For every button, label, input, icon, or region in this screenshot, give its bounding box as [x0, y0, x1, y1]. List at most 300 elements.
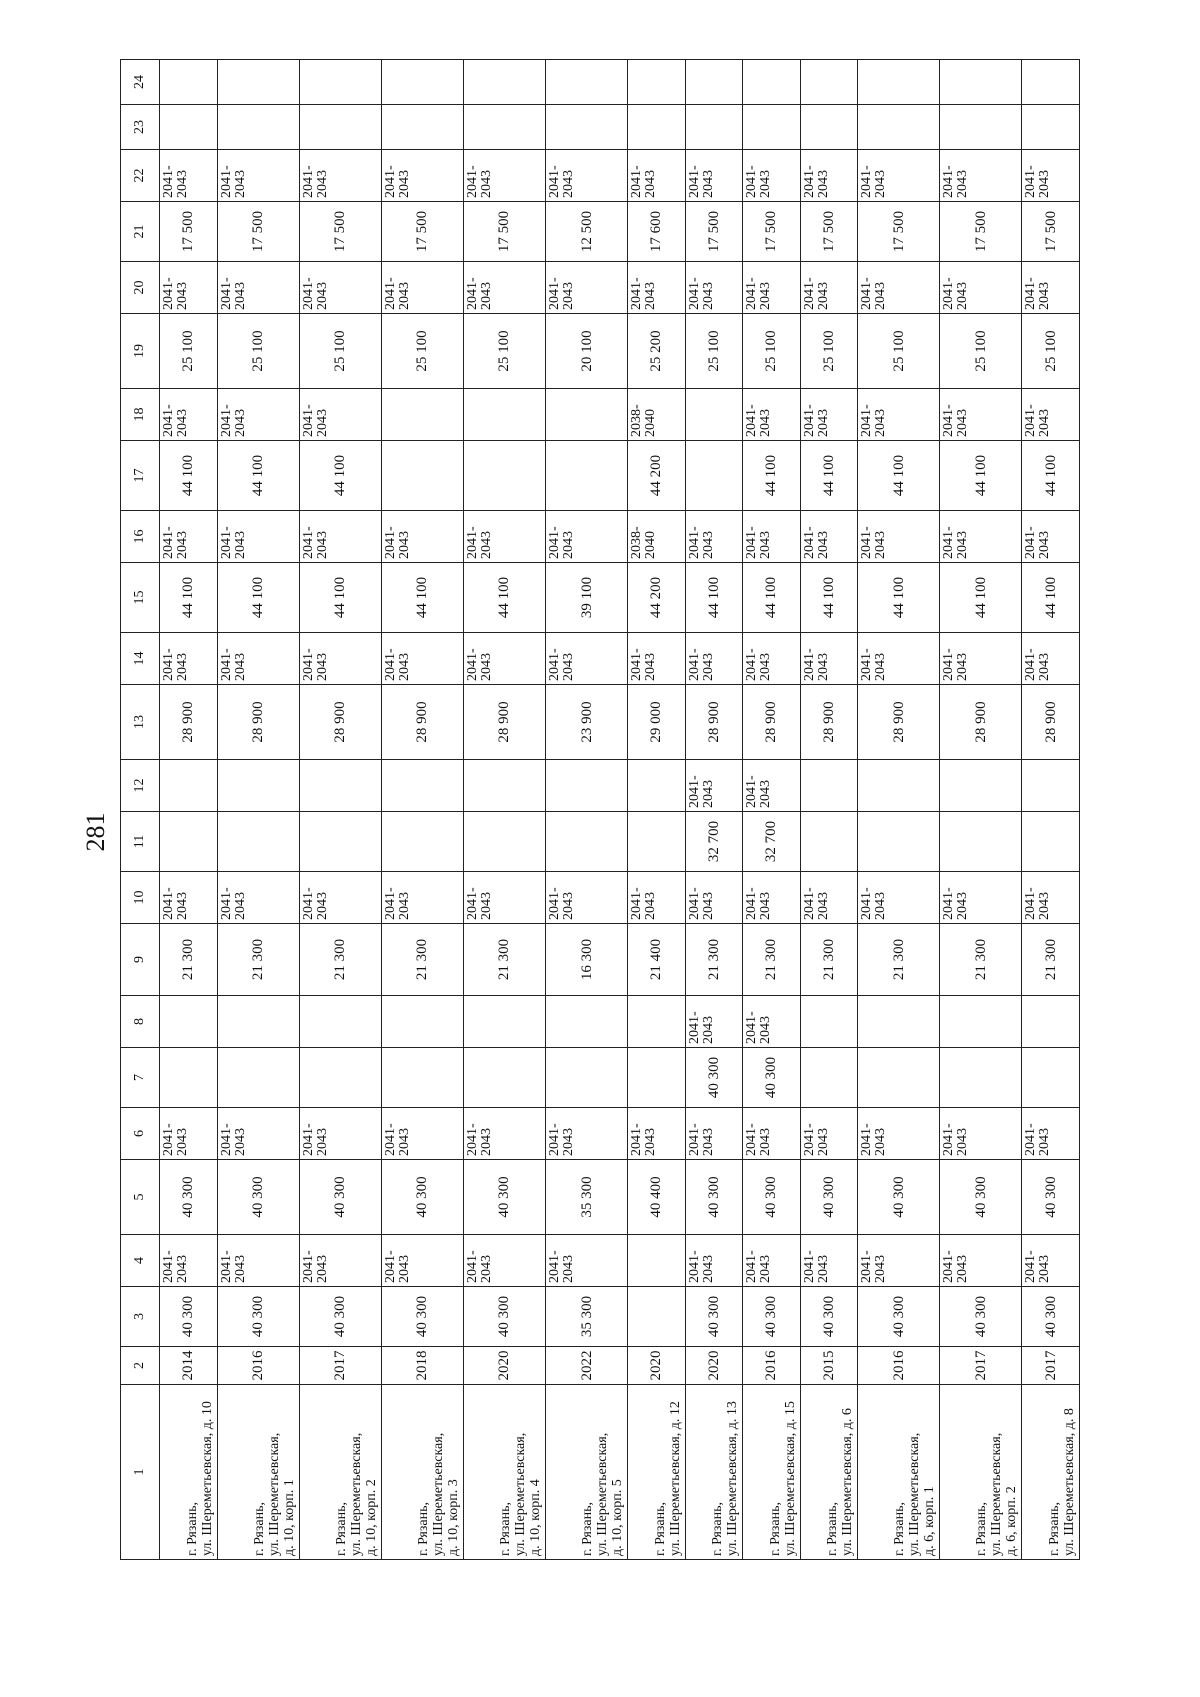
period-cell: 2041- 2043 [299, 150, 381, 202]
period-cell: 2041- 2043 [217, 150, 299, 202]
value-cell [299, 812, 381, 872]
address-cell: г. Рязань, ул. Шереметьевская, д. 10, корп. 2 [299, 1385, 381, 1560]
period-cell: 2041- 2043 [463, 150, 545, 202]
value-cell: 25 100 [381, 314, 463, 389]
value-cell: 21 300 [858, 924, 940, 996]
value-cell: 28 900 [381, 685, 463, 760]
period-cell: 2041- 2043 [1022, 1235, 1080, 1287]
value-cell: 40 300 [1022, 1287, 1080, 1347]
value-cell: 40 300 [858, 1160, 940, 1235]
period-cell: 2041- 2043 [217, 389, 299, 441]
value-cell: 44 100 [940, 441, 1022, 511]
value-cell [858, 105, 940, 150]
period-cell [940, 760, 1022, 812]
value-cell [1022, 1048, 1080, 1108]
period-cell: 2041- 2043 [940, 633, 1022, 685]
column-number-header: 14 [121, 633, 160, 685]
value-cell: 44 100 [299, 563, 381, 633]
value-cell [299, 105, 381, 150]
period-cell: 2041- 2043 [628, 150, 686, 202]
period-cell: 2041- 2043 [858, 262, 940, 314]
period-cell: 2041- 2043 [299, 633, 381, 685]
value-cell: 25 100 [463, 314, 545, 389]
period-cell: 2041- 2043 [743, 1108, 801, 1160]
value-cell: 21 300 [299, 924, 381, 996]
value-cell: 25 100 [940, 314, 1022, 389]
value-cell: 40 300 [743, 1160, 801, 1235]
period-cell: 2041- 2043 [463, 511, 545, 563]
year-cell: 2020 [685, 1347, 743, 1385]
address-cell: г. Рязань, ул. Шереметьевская, д. 6 [800, 1385, 858, 1560]
period-cell: 2041- 2043 [685, 1235, 743, 1287]
value-cell: 40 300 [743, 1048, 801, 1108]
period-cell [858, 760, 940, 812]
value-cell [160, 1048, 218, 1108]
value-cell: 44 100 [160, 563, 218, 633]
value-cell [628, 1287, 686, 1347]
period-cell: 2041- 2043 [1022, 511, 1080, 563]
period-cell: 2038- 2040 [628, 389, 686, 441]
value-cell [1022, 105, 1080, 150]
value-cell: 17 500 [299, 202, 381, 262]
year-cell: 2020 [463, 1347, 545, 1385]
period-cell: 2041- 2043 [743, 389, 801, 441]
value-cell [217, 1048, 299, 1108]
address-cell: г. Рязань, ул. Шереметьевская, д. 8 [1022, 1385, 1080, 1560]
value-cell: 20 100 [546, 314, 628, 389]
value-cell [299, 1048, 381, 1108]
period-cell: 2041- 2043 [381, 262, 463, 314]
value-cell: 21 300 [685, 924, 743, 996]
column-number-header: 20 [121, 262, 160, 314]
value-cell [381, 812, 463, 872]
period-cell: 2041- 2043 [858, 872, 940, 924]
value-cell: 25 100 [160, 314, 218, 389]
period-cell: 2041- 2043 [628, 1108, 686, 1160]
value-cell: 35 300 [546, 1160, 628, 1235]
table-body [121, 60, 1080, 1560]
period-cell: 2041- 2043 [940, 389, 1022, 441]
value-cell [1022, 812, 1080, 872]
period-cell: 2041- 2043 [800, 1235, 858, 1287]
period-cell: 2041- 2043 [381, 1108, 463, 1160]
period-cell: 2041- 2043 [160, 872, 218, 924]
value-cell: 44 100 [858, 441, 940, 511]
period-cell: 2041- 2043 [940, 262, 1022, 314]
value-cell: 21 300 [217, 924, 299, 996]
value-cell: 21 400 [628, 924, 686, 996]
period-cell: 2041- 2043 [546, 511, 628, 563]
value-cell [743, 105, 801, 150]
year-cell: 2022 [546, 1347, 628, 1385]
value-cell: 28 900 [685, 685, 743, 760]
value-cell [217, 812, 299, 872]
column-number-header: 16 [121, 511, 160, 563]
data-table [120, 59, 1080, 1560]
period-cell [858, 996, 940, 1048]
value-cell [800, 1048, 858, 1108]
period-cell [299, 760, 381, 812]
period-cell [160, 996, 218, 1048]
table-row [685, 60, 743, 1560]
value-cell [628, 60, 686, 105]
period-cell: 2041- 2043 [800, 633, 858, 685]
column-number-header: 11 [121, 812, 160, 872]
value-cell: 29 000 [628, 685, 686, 760]
period-cell: 2041- 2043 [628, 262, 686, 314]
value-cell: 40 300 [463, 1287, 545, 1347]
value-cell: 40 300 [940, 1160, 1022, 1235]
value-cell [628, 105, 686, 150]
year-cell: 2020 [628, 1347, 686, 1385]
value-cell: 40 300 [685, 1160, 743, 1235]
value-cell [546, 105, 628, 150]
rotated-table-frame [120, 70, 1080, 1560]
period-cell: 2041- 2043 [1022, 872, 1080, 924]
address-cell: г. Рязань, ул. Шереметьевская, д. 10, корп. 3 [381, 1385, 463, 1560]
period-cell: 2041- 2043 [800, 872, 858, 924]
period-cell: 2041- 2043 [381, 150, 463, 202]
period-cell [463, 389, 545, 441]
period-cell: 2041- 2043 [381, 511, 463, 563]
value-cell: 17 500 [858, 202, 940, 262]
column-number-header: 9 [121, 924, 160, 996]
value-cell: 44 100 [800, 441, 858, 511]
value-cell: 44 100 [463, 563, 545, 633]
period-cell: 2041- 2043 [463, 633, 545, 685]
value-cell [800, 105, 858, 150]
period-cell: 2041- 2043 [858, 511, 940, 563]
value-cell: 32 700 [743, 812, 801, 872]
period-cell: 2041- 2043 [743, 760, 801, 812]
value-cell [1022, 60, 1080, 105]
period-cell: 2041- 2043 [800, 389, 858, 441]
period-cell: 2041- 2043 [1022, 262, 1080, 314]
year-cell: 2017 [299, 1347, 381, 1385]
value-cell: 40 300 [217, 1160, 299, 1235]
period-cell [217, 760, 299, 812]
period-cell: 2041- 2043 [940, 1108, 1022, 1160]
address-cell: г. Рязань, ул. Шереметьевская, д. 12 [628, 1385, 686, 1560]
period-cell [685, 389, 743, 441]
value-cell: 25 100 [800, 314, 858, 389]
value-cell: 44 100 [1022, 441, 1080, 511]
value-cell: 17 500 [1022, 202, 1080, 262]
column-number-header: 8 [121, 996, 160, 1048]
period-cell: 2041- 2043 [743, 996, 801, 1048]
value-cell: 40 300 [299, 1160, 381, 1235]
address-cell: г. Рязань, ул. Шереметьевская, д. 10, корп. 4 [463, 1385, 545, 1560]
value-cell: 21 300 [800, 924, 858, 996]
header-row [121, 60, 160, 1560]
address-cell: г. Рязань, ул. Шереметьевская, д. 6, корп. 2 [940, 1385, 1022, 1560]
period-cell: 2041- 2043 [381, 1235, 463, 1287]
column-number-header: 13 [121, 685, 160, 760]
value-cell [858, 1048, 940, 1108]
value-cell [463, 105, 545, 150]
value-cell [463, 812, 545, 872]
value-cell [463, 1048, 545, 1108]
year-cell: 2018 [381, 1347, 463, 1385]
value-cell: 28 900 [160, 685, 218, 760]
value-cell [217, 105, 299, 150]
column-number-header: 15 [121, 563, 160, 633]
address-cell: г. Рязань, ул. Шереметьевская, д. 15 [743, 1385, 801, 1560]
period-cell: 2041- 2043 [800, 262, 858, 314]
period-cell: 2041- 2043 [463, 1108, 545, 1160]
value-cell: 40 400 [628, 1160, 686, 1235]
period-cell: 2041- 2043 [685, 633, 743, 685]
table-row [299, 60, 381, 1560]
value-cell [858, 812, 940, 872]
value-cell [217, 60, 299, 105]
period-cell: 2041- 2043 [1022, 1108, 1080, 1160]
period-cell: 2041- 2043 [381, 633, 463, 685]
period-cell: 2041- 2043 [940, 1235, 1022, 1287]
value-cell [160, 105, 218, 150]
value-cell: 28 900 [800, 685, 858, 760]
value-cell: 40 300 [685, 1048, 743, 1108]
value-cell: 40 300 [940, 1287, 1022, 1347]
period-cell: 2041- 2043 [858, 1235, 940, 1287]
period-cell: 2041- 2043 [743, 511, 801, 563]
period-cell: 2041- 2043 [940, 511, 1022, 563]
value-cell [381, 105, 463, 150]
value-cell [628, 812, 686, 872]
period-cell: 2041- 2043 [160, 633, 218, 685]
value-cell: 17 500 [800, 202, 858, 262]
value-cell: 17 600 [628, 202, 686, 262]
value-cell: 25 100 [1022, 314, 1080, 389]
value-cell: 25 100 [299, 314, 381, 389]
period-cell: 2041- 2043 [160, 262, 218, 314]
period-cell: 2041- 2043 [743, 262, 801, 314]
period-cell [1022, 760, 1080, 812]
table-row [463, 60, 545, 1560]
period-cell [381, 996, 463, 1048]
value-cell [463, 60, 545, 105]
value-cell: 23 900 [546, 685, 628, 760]
period-cell: 2041- 2043 [685, 262, 743, 314]
table-row [1022, 60, 1080, 1560]
value-cell: 40 300 [381, 1287, 463, 1347]
period-cell [800, 996, 858, 1048]
period-cell: 2041- 2043 [1022, 389, 1080, 441]
period-cell [628, 1235, 686, 1287]
value-cell: 21 300 [940, 924, 1022, 996]
value-cell [546, 60, 628, 105]
value-cell: 40 300 [743, 1287, 801, 1347]
value-cell [940, 60, 1022, 105]
period-cell: 2041- 2043 [743, 633, 801, 685]
value-cell: 40 300 [299, 1287, 381, 1347]
period-cell: 2041- 2043 [685, 996, 743, 1048]
period-cell: 2041- 2043 [858, 389, 940, 441]
value-cell [800, 60, 858, 105]
column-number-header: 21 [121, 202, 160, 262]
period-cell: 2041- 2043 [217, 633, 299, 685]
column-number-header: 19 [121, 314, 160, 389]
address-cell: г. Рязань, ул. Шереметьевская, д. 10, корп. 1 [217, 1385, 299, 1560]
table-row [800, 60, 858, 1560]
period-cell [546, 996, 628, 1048]
value-cell: 40 300 [858, 1287, 940, 1347]
value-cell: 17 500 [160, 202, 218, 262]
column-number-header: 6 [121, 1108, 160, 1160]
value-cell [160, 812, 218, 872]
value-cell: 17 500 [940, 202, 1022, 262]
period-cell: 2041- 2043 [463, 262, 545, 314]
year-cell: 2014 [160, 1347, 218, 1385]
value-cell: 25 100 [743, 314, 801, 389]
value-cell: 40 300 [381, 1160, 463, 1235]
value-cell: 40 300 [160, 1287, 218, 1347]
period-cell [381, 760, 463, 812]
period-cell [546, 760, 628, 812]
year-cell: 2016 [858, 1347, 940, 1385]
value-cell: 44 100 [217, 441, 299, 511]
value-cell [940, 812, 1022, 872]
table-row [160, 60, 218, 1560]
period-cell: 2041- 2043 [685, 511, 743, 563]
value-cell [463, 441, 545, 511]
period-cell: 2041- 2043 [160, 511, 218, 563]
period-cell: 2041- 2043 [858, 633, 940, 685]
period-cell: 2041- 2043 [546, 872, 628, 924]
table-container [120, 70, 1080, 1560]
value-cell: 44 100 [381, 563, 463, 633]
period-cell: 2041- 2043 [217, 1235, 299, 1287]
value-cell: 28 900 [1022, 685, 1080, 760]
address-cell: г. Рязань, ул. Шереметьевская, д. 13 [685, 1385, 743, 1560]
period-cell: 2041- 2043 [217, 262, 299, 314]
value-cell: 17 500 [381, 202, 463, 262]
period-cell: 2041- 2043 [299, 1235, 381, 1287]
value-cell: 25 100 [858, 314, 940, 389]
period-cell: 2041- 2043 [685, 872, 743, 924]
value-cell: 12 500 [546, 202, 628, 262]
value-cell [546, 1048, 628, 1108]
column-number-header: 5 [121, 1160, 160, 1235]
period-cell: 2041- 2043 [628, 872, 686, 924]
period-cell: 2041- 2043 [858, 150, 940, 202]
value-cell: 28 900 [940, 685, 1022, 760]
period-cell [546, 389, 628, 441]
value-cell: 44 200 [628, 563, 686, 633]
value-cell: 44 100 [299, 441, 381, 511]
value-cell: 40 300 [463, 1160, 545, 1235]
table-row [628, 60, 686, 1560]
period-cell: 2041- 2043 [685, 1108, 743, 1160]
column-number-header: 10 [121, 872, 160, 924]
value-cell [685, 441, 743, 511]
value-cell: 40 300 [217, 1287, 299, 1347]
column-number-header: 18 [121, 389, 160, 441]
column-number-header: 3 [121, 1287, 160, 1347]
period-cell: 2041- 2043 [299, 262, 381, 314]
period-cell: 2041- 2043 [217, 872, 299, 924]
period-cell: 2041- 2043 [940, 150, 1022, 202]
column-number-header: 2 [121, 1347, 160, 1385]
period-cell: 2041- 2043 [628, 633, 686, 685]
value-cell: 17 500 [685, 202, 743, 262]
period-cell: 2041- 2043 [1022, 633, 1080, 685]
value-cell [160, 60, 218, 105]
year-cell: 2015 [800, 1347, 858, 1385]
value-cell: 28 900 [858, 685, 940, 760]
value-cell: 35 300 [546, 1287, 628, 1347]
period-cell: 2041- 2043 [743, 150, 801, 202]
period-cell: 2041- 2043 [463, 872, 545, 924]
value-cell: 25 100 [685, 314, 743, 389]
page-number: 281 [81, 812, 110, 852]
table-row [546, 60, 628, 1560]
value-cell [685, 60, 743, 105]
period-cell: 2041- 2043 [160, 389, 218, 441]
period-cell [628, 760, 686, 812]
period-cell: 2041- 2043 [463, 1235, 545, 1287]
column-number-header: 4 [121, 1235, 160, 1287]
value-cell: 25 100 [217, 314, 299, 389]
value-cell [940, 105, 1022, 150]
value-cell: 40 300 [1022, 1160, 1080, 1235]
value-cell: 44 100 [858, 563, 940, 633]
period-cell: 2041- 2043 [299, 872, 381, 924]
period-cell: 2041- 2043 [299, 511, 381, 563]
value-cell: 44 100 [743, 563, 801, 633]
value-cell [381, 441, 463, 511]
value-cell: 28 900 [463, 685, 545, 760]
value-cell: 44 100 [1022, 563, 1080, 633]
period-cell: 2041- 2043 [800, 511, 858, 563]
period-cell: 2041- 2043 [800, 150, 858, 202]
value-cell [628, 1048, 686, 1108]
period-cell [381, 389, 463, 441]
value-cell [940, 1048, 1022, 1108]
value-cell [685, 105, 743, 150]
period-cell: 2041- 2043 [800, 1108, 858, 1160]
period-cell: 2041- 2043 [546, 262, 628, 314]
period-cell: 2041- 2043 [858, 1108, 940, 1160]
period-cell [463, 996, 545, 1048]
period-cell [628, 996, 686, 1048]
period-cell: 2041- 2043 [299, 1108, 381, 1160]
period-cell: 2041- 2043 [546, 1108, 628, 1160]
value-cell: 25 200 [628, 314, 686, 389]
value-cell: 21 300 [743, 924, 801, 996]
period-cell [160, 760, 218, 812]
value-cell: 40 300 [800, 1287, 858, 1347]
period-cell: 2038- 2040 [628, 511, 686, 563]
column-number-header: 24 [121, 60, 160, 105]
value-cell: 32 700 [685, 812, 743, 872]
period-cell: 2041- 2043 [160, 150, 218, 202]
period-cell: 2041- 2043 [299, 389, 381, 441]
value-cell [546, 441, 628, 511]
period-cell: 2041- 2043 [685, 760, 743, 812]
value-cell [743, 60, 801, 105]
period-cell: 2041- 2043 [381, 872, 463, 924]
year-cell: 2016 [743, 1347, 801, 1385]
address-cell: г. Рязань, ул. Шереметьевская, д. 10, корп. 5 [546, 1385, 628, 1560]
period-cell: 2041- 2043 [685, 150, 743, 202]
value-cell: 40 300 [160, 1160, 218, 1235]
table-row [743, 60, 801, 1560]
value-cell: 28 900 [217, 685, 299, 760]
value-cell: 21 300 [463, 924, 545, 996]
value-cell: 17 500 [463, 202, 545, 262]
table-row [858, 60, 940, 1560]
